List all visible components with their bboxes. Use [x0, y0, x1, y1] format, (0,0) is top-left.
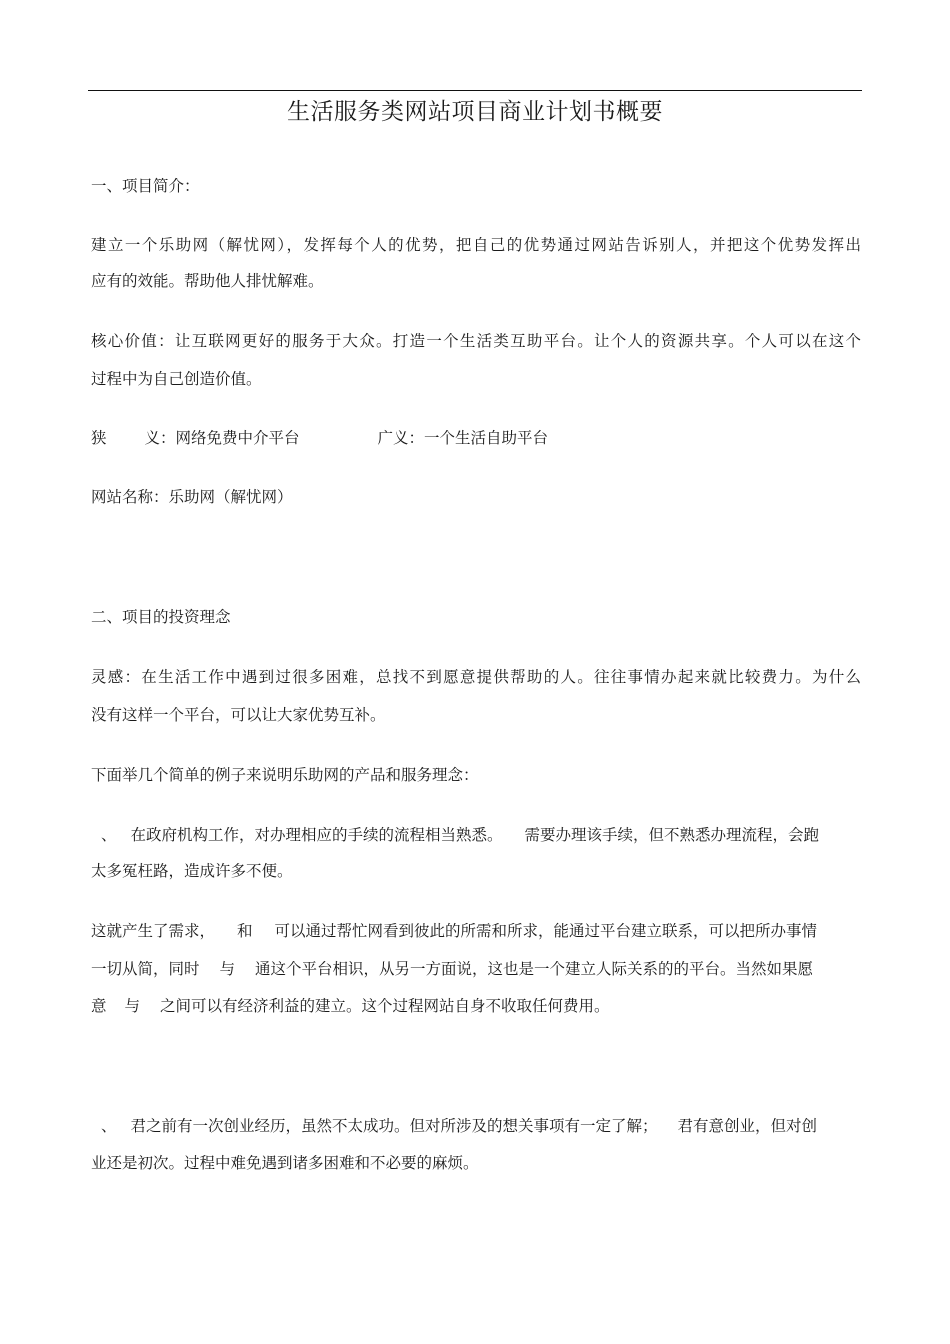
need-line-3-a: 意 [91, 997, 107, 1015]
section-1-heading: 一、项目简介： [91, 177, 200, 195]
example-1-part-a: 在政府机构工作，对办理相应的手续的流程相当熟悉。 [130, 826, 503, 844]
example-1-line-1 [91, 824, 861, 846]
example-1-line-2: 太多冤枉路，造成许多不便。 [91, 862, 293, 880]
inspiration-line-2: 没有这样一个平台，可以让大家优势互补。 [91, 706, 386, 724]
intro-line-2: 应有的效能。帮助他人排忧解难。 [91, 272, 324, 290]
need-line-1-a: 这就产生了需求， [91, 922, 216, 940]
example-2-marker: 、 [101, 1117, 117, 1135]
section-2-heading: 二、项目的投资理念 [91, 608, 231, 626]
header-rule [88, 90, 862, 91]
need-line-3-c: 之间可以有经济利益的建立。这个过程网站自身不收取任何费用。 [160, 997, 610, 1015]
broad-definition: 广义：一个生活自助平台 [377, 429, 549, 447]
need-line-3 [91, 995, 861, 1017]
need-line-2-b: 与 [219, 960, 236, 978]
example-2-part-a: 君之前有一次创业经历，虽然不太成功。但对所涉及的想关事项有一定了解； [130, 1117, 658, 1135]
document-title: 生活服务类网站项目商业计划书概要 [287, 99, 663, 125]
definition-line [91, 427, 861, 449]
example-1-marker: 、 [101, 826, 117, 844]
example-2-part-b: 君有意创业，但对创 [677, 1117, 818, 1135]
site-name-line: 网站名称：乐助网（解忧网） [91, 488, 293, 506]
inspiration-line-1: 灵感：在生活工作中遇到过很多困难，总找不到愿意提供帮助的人。往往事情办起来就比较费力。为什么 [91, 668, 861, 686]
need-line-2 [91, 958, 861, 980]
need-line-2-c: 通这个平台相识，从另一方面说，这也是一个建立人际关系的的平台。当然如果愿 [255, 960, 814, 978]
example-2-line-2: 业还是初次。过程中难免遇到诸多困难和不必要的麻烦。 [91, 1154, 479, 1172]
narrow-definition: 义：网络免费中介平台 [144, 429, 300, 447]
example-1-part-b: 需要办理该手续，但不熟悉办理流程，会跑 [524, 826, 820, 844]
need-line-2-a: 一切从简，同时 [91, 960, 200, 978]
example-2-line-1 [91, 1115, 861, 1137]
core-value-line-1: 核心价值：让互联网更好的服务于大众。打造一个生活类互助平台。让个人的资源共享。个人可以在这个 [91, 332, 861, 350]
need-line-3-b: 与 [124, 997, 141, 1015]
narrow-label-start: 狭 [91, 429, 107, 447]
need-line-1-b: 和 [237, 922, 253, 940]
examples-intro: 下面举几个简单的例子来说明乐助网的产品和服务理念： [91, 766, 479, 784]
intro-line-1: 建立一个乐助网（解忧网），发挥每个人的优势，把自己的优势通过网站告诉别人，并把这个优势发挥出 [91, 236, 861, 254]
need-line-1-c: 可以通过帮忙网看到彼此的所需和所求，能通过平台建立联系，可以把所办事情 [274, 922, 818, 940]
core-value-line-2: 过程中为自己创造价值。 [91, 370, 262, 388]
need-line-1 [91, 920, 861, 942]
